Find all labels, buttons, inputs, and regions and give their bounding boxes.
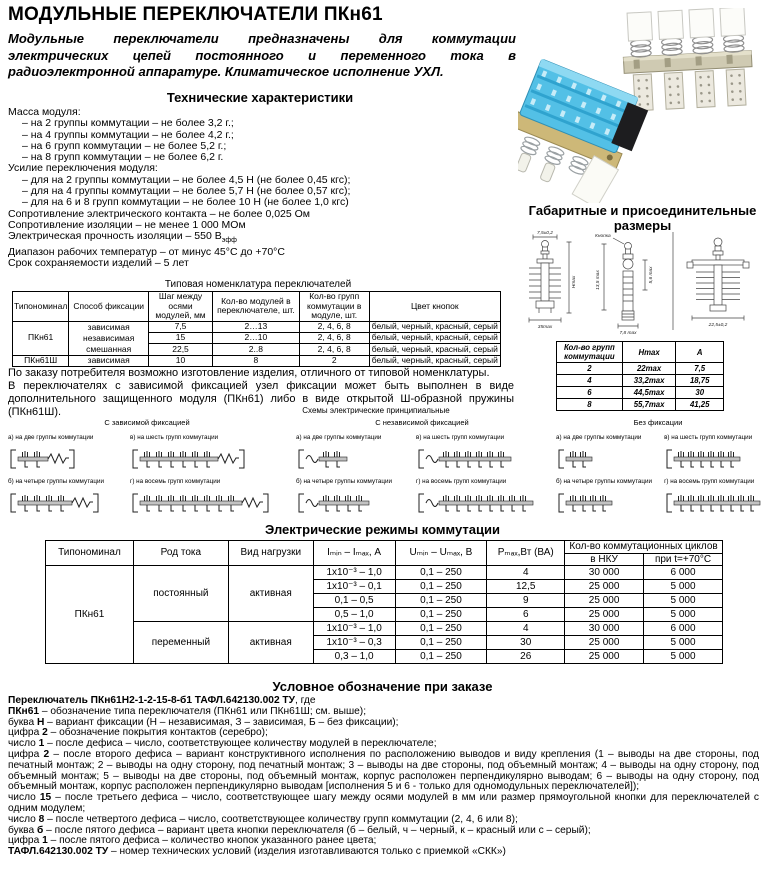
col-header: Вид нагрузки xyxy=(228,541,313,566)
elec-heading: Электрические режимы коммутации xyxy=(265,522,500,537)
scheme-diagram-label: г) на восемь групп коммутации xyxy=(664,478,755,485)
cell: 6 000 xyxy=(644,566,723,580)
tech-line: – для на 2 группы коммутации – не более 4,5 Н (не более 0,45 кгс); xyxy=(22,173,351,186)
cell: 33,2max xyxy=(622,375,676,387)
tech-line: – для на 4 группы коммутации – не более 5,7 Н (не более 0,57 кгс); xyxy=(22,185,351,198)
note-paragraph: В переключателях с зависимой фиксацией узел фиксации может быть выполнен в виде дополнительного защищенного модуля (ПКн61) либо в виде открытой Ш-образной пружины (ПКн61Ш). xyxy=(8,380,514,418)
tech-line: Диапазон рабочих температур – от минус 45°С до +70°С xyxy=(8,245,285,258)
cell: 25 000 xyxy=(565,636,644,650)
scheme-group-nofix xyxy=(556,418,760,518)
scheme-diagram-label: а) на две группы коммутации xyxy=(556,434,642,441)
scheme-diagram-label: в) на шесть групп коммутации xyxy=(664,434,753,441)
cell: 44,5max xyxy=(622,387,676,399)
table-row xyxy=(557,363,724,375)
scheme-diagram xyxy=(664,486,763,518)
tech-line: – на 6 групп коммутации – не более 5,2 г.; xyxy=(22,139,227,152)
svg-text:22,5±0,2: 22,5±0,2 xyxy=(708,323,728,328)
col-header: Iₘᵢₙ – Iₘₐₓ, А xyxy=(313,541,395,566)
svg-text:Кнопка: Кнопка xyxy=(595,234,611,239)
tech-list xyxy=(8,107,520,269)
col-header: А xyxy=(676,342,724,363)
cell: 18,75 xyxy=(676,375,724,387)
scheme-diagram-label: г) на восемь групп коммутации xyxy=(130,478,221,485)
col-header: Кол-во модулей в переключателе, шт. xyxy=(212,292,299,322)
scheme-group-independent xyxy=(296,418,548,518)
scheme-group-dependent xyxy=(8,418,286,518)
cell: 25 000 xyxy=(565,650,644,664)
dimension-drawing-2 xyxy=(592,230,664,336)
scheme-group-title: Без фиксации xyxy=(633,418,683,427)
cell: 0,1 – 250 xyxy=(395,594,487,608)
cell: белый, черный, красный, серый xyxy=(369,344,500,355)
order-line: число 15 – после третьего дефиса – число, соответствующее шагу между осями модулей в мм или размер прямоугольной кнопки для переключателей с одним модулем; xyxy=(8,792,759,814)
tech-line: Сопротивление изоляции – не менее 1 000 МОм xyxy=(8,218,246,231)
scheme-diagram xyxy=(296,442,350,474)
order-line: Переключатель ПКн61Н2-1-2-15-8-б1 ТАФЛ.642130.002 ТУ, где xyxy=(8,695,316,706)
cell: 6 xyxy=(557,387,623,399)
col-header: Кол-во групп коммутации xyxy=(557,342,623,363)
cell: 30 000 xyxy=(565,566,644,580)
cell: 15 xyxy=(149,332,213,343)
cell: 0,1 – 250 xyxy=(395,580,487,594)
cell: 0,5 – 1,0 xyxy=(313,608,395,622)
cell: 2..8 xyxy=(212,344,299,355)
cell: ПКн61 xyxy=(13,321,69,355)
cell: 25 000 xyxy=(565,580,644,594)
product-photo-blue xyxy=(518,48,668,203)
cell: ПКн61 xyxy=(46,566,134,664)
cell: 10 xyxy=(149,355,213,366)
cell: 8 xyxy=(212,355,299,366)
order-line: ПКн61 – обозначение типа переключателя (ПКн61 или ПКн61Ш; см. выше); xyxy=(8,705,367,717)
cell: 2, 4, 6, 8 xyxy=(299,344,369,355)
scheme-group-title: С зависимой фиксацией xyxy=(104,418,190,427)
table-row xyxy=(557,387,724,399)
scheme-diagram-label: а) на две группы коммутации xyxy=(296,434,382,441)
cell: 25 000 xyxy=(565,608,644,622)
table-header-row xyxy=(13,292,501,322)
tech-line: – на 4 группы коммутации – не более 4,2 г.; xyxy=(22,128,234,141)
scheme-diagram-label: в) на шесть групп коммутации xyxy=(130,434,219,441)
order-heading: Условное обозначение при заказе xyxy=(272,679,493,694)
table-header-row xyxy=(46,541,723,554)
cell: 0,1 – 250 xyxy=(395,566,487,580)
cell: переменный xyxy=(133,622,228,664)
scheme-diagram-label: г) на восемь групп коммутации xyxy=(416,478,507,485)
cell: 1х10⁻³ – 0,1 xyxy=(313,580,395,594)
cell: 7,5 xyxy=(149,321,213,332)
cell: 0,3 – 1,0 xyxy=(313,650,395,664)
tech-line: Сопротивление электрического контакта – не более 0,025 Ом xyxy=(8,207,311,220)
col-header: Типономинал xyxy=(46,541,134,566)
order-line: цифра 2 – после второго дефиса – вариант конструктивного исполнения по расположению выводов и виду крепления (1 – выводы на две стороны, под печатный монтаж; 2 – выводы на одну сторону, под печатный монтаж; 3 – выводы на две стороны, под объемный монтаж; 4 – выводы на одну сторону, под объемный монтаж; 5 – выводы на две стороны, под объемный монтаж, корпус расположен перпендикулярно выводам; 6 – выводы на одну сторону, под объемный монтаж, корпус расположен перпендикулярно выводам [исполнения 5 и 6 - только для одномодульных переключателей]); xyxy=(8,748,759,793)
table-row xyxy=(13,321,501,332)
svg-text:7,8 max: 7,8 max xyxy=(619,331,637,336)
scheme-diagram-label: б) на четыре группы коммутации xyxy=(296,478,393,485)
svg-text:5,6 max: 5,6 max xyxy=(649,266,654,284)
svg-text:35max: 35max xyxy=(537,325,553,330)
tech-line: Электрическая прочность изоляции – 550 $В_{эфф}$ xyxy=(8,230,237,245)
scheme-diagram xyxy=(556,486,615,518)
cell: 30 xyxy=(676,387,724,399)
dimension-drawing-3 xyxy=(672,230,760,336)
schemes-caption: Схемы электрические принципиальные xyxy=(302,406,450,415)
table-row xyxy=(557,399,724,411)
cell: 9 xyxy=(487,594,565,608)
cell: 2 xyxy=(299,355,369,366)
cell: 22max xyxy=(622,363,676,375)
cell: 0,1 – 0,5 xyxy=(313,594,395,608)
cell: 6 000 xyxy=(644,622,723,636)
tech-line: – на 8 групп коммутации – не более 6,2 г. xyxy=(22,151,224,164)
tech-line: Масса модуля: xyxy=(8,106,81,118)
cell: 4 xyxy=(557,375,623,387)
scheme-diagram xyxy=(130,442,248,474)
tech-line: – для на 6 и 8 групп коммутации – не более 10 Н (не более 1,0 кгс) xyxy=(22,196,349,209)
scheme-diagram xyxy=(416,486,536,518)
order-line: ТАФЛ.642130.002 ТУ – номер технических условий (изделия изготавливаются только с приемкой «СКК») xyxy=(8,846,506,858)
cell: 7,5 xyxy=(676,363,724,375)
cell: 0,1 – 250 xyxy=(395,650,487,664)
svg-text:13,5 max: 13,5 max xyxy=(596,270,601,290)
cell: ПКн61Ш xyxy=(13,355,69,366)
cell: 5 000 xyxy=(644,608,723,622)
cell: 5 000 xyxy=(644,636,723,650)
cell: 5 000 xyxy=(644,580,723,594)
table-row xyxy=(557,375,724,387)
scheme-diagram xyxy=(556,442,595,474)
tech-heading: Технические характеристики xyxy=(166,90,354,105)
dimensions-table xyxy=(556,341,724,411)
scheme-diagram xyxy=(8,486,102,518)
scheme-diagram xyxy=(130,486,272,518)
col-header: Род тока xyxy=(133,541,228,566)
order-line: цифра 1 – после пятого дефиса – количество кнопок указанного ранее цвета; xyxy=(8,835,377,847)
scheme-diagram-label: а) на две группы коммутации xyxy=(8,434,94,441)
cell: 5 000 xyxy=(644,650,723,664)
cell: 41,25 xyxy=(676,399,724,411)
cell: 4 xyxy=(487,566,565,580)
note-paragraph: По заказу потребителя возможно изготовление изделия, отличного от типовой номенклатуры. xyxy=(8,367,490,379)
col-header: в НКУ xyxy=(565,553,644,566)
tech-line: – на 2 группы коммутации – не более 3,2 г.; xyxy=(22,117,234,130)
col-header: Способ фиксации xyxy=(69,292,149,322)
order-line: буква б – после пятого дефиса – вариант цвета кнопки переключателя (б – белый, ч – черный, к – красный или с – серый); xyxy=(8,824,591,836)
nomenclature-caption: Типовая номенклатура переключателей xyxy=(164,279,352,290)
cell: 4 xyxy=(487,622,565,636)
cell: постоянный xyxy=(133,566,228,622)
order-line: число 8 – после четвертого дефиса – число, соответствующее количеству групп коммутации (2, 4, 6 или 8); xyxy=(8,813,518,825)
cell: 1х10⁻³ – 1,0 xyxy=(313,566,395,580)
col-header: Кол-во коммутационных циклов xyxy=(565,541,723,554)
cell: 12,5 xyxy=(487,580,565,594)
table-row xyxy=(46,566,723,580)
cell: 2…13 xyxy=(212,321,299,332)
scheme-diagram-label: б) на четыре группы коммутации xyxy=(556,478,653,485)
col-header: Шаг между осями модулей, мм xyxy=(149,292,213,322)
table-row xyxy=(46,622,723,636)
scheme-diagram-label: б) на четыре группы коммутации xyxy=(8,478,105,485)
nomenclature-table xyxy=(12,291,501,367)
cell: белый, черный, красный, серый xyxy=(369,355,500,366)
cell: 25 000 xyxy=(565,594,644,608)
col-header: Hmax xyxy=(622,342,676,363)
col-header: Кол-во групп коммутации в модуле, шт. xyxy=(299,292,369,322)
table-header-row xyxy=(557,342,724,363)
scheme-diagram xyxy=(416,442,514,474)
cell: 2, 4, 6, 8 xyxy=(299,321,369,332)
svg-text:7,5±0,2: 7,5±0,2 xyxy=(537,231,553,236)
col-header: Pₘₐₓ,Вт (ВА) xyxy=(487,541,565,566)
col-header: Uₘᵢₙ – Uₘₐₓ, В xyxy=(395,541,487,566)
tech-line: Усилие переключения модуля: xyxy=(8,162,158,175)
cell: 30 000 xyxy=(565,622,644,636)
cell: активная xyxy=(228,566,313,622)
table-row xyxy=(13,355,501,366)
scheme-diagram xyxy=(8,442,78,474)
order-line: цифра 2 – обозначение покрытия контактов (серебро); xyxy=(8,727,268,739)
cell: 8 xyxy=(557,399,623,411)
svg-text:Hmax: Hmax xyxy=(572,275,577,289)
elec-table xyxy=(45,540,723,664)
cell: белый, черный, красный, серый xyxy=(369,332,500,343)
cell: активная xyxy=(228,622,313,664)
cell: 2…10 xyxy=(212,332,299,343)
cell: 0,1 – 250 xyxy=(395,622,487,636)
tech-line: Срок сохраняемости изделий – 5 лет xyxy=(8,256,189,269)
dimensions-heading: Габаритные и присоединительные размеры xyxy=(528,203,757,233)
cell: 26 xyxy=(487,650,565,664)
subscript: эфф xyxy=(221,237,237,245)
col-header: при t=+70°С xyxy=(644,553,723,566)
col-header: Цвет кнопок xyxy=(369,292,500,322)
order-text xyxy=(8,696,759,858)
cell: 1х10⁻³ – 0,3 xyxy=(313,636,395,650)
cell: зависимая xyxy=(69,355,149,366)
order-line: буква Н – вариант фиксации (Н – независимая, З – зависимая, Б – без фиксации); xyxy=(8,716,399,728)
cell: 2 xyxy=(557,363,623,375)
scheme-diagram xyxy=(664,442,743,474)
intro-text: Модульные переключатели предназначены для коммутации электрических цепей постоянного и переменного тока в радиоэлектронной аппаратуре. Климатическое исполнение УХЛ. xyxy=(8,31,516,79)
cell: 0,1 – 250 xyxy=(395,636,487,650)
col-header: Типономинал xyxy=(13,292,69,322)
scheme-group-title: С независимой фиксацией xyxy=(375,418,469,427)
cell: белый, черный, красный, серый xyxy=(369,321,500,332)
scheme-diagram-label: в) на шесть групп коммутации xyxy=(416,434,505,441)
cell: 2, 4, 6, 8 xyxy=(299,332,369,343)
cell: 5 000 xyxy=(644,594,723,608)
cell: 30 xyxy=(487,636,565,650)
scheme-diagram xyxy=(296,486,372,518)
cell: 6 xyxy=(487,608,565,622)
cell: 22,5 xyxy=(149,344,213,355)
dimension-drawing-1 xyxy=(505,230,585,336)
cell: зависимая независимая смешанная xyxy=(69,321,149,355)
page-title: МОДУЛЬНЫЕ ПЕРЕКЛЮЧАТЕЛИ ПКн61 xyxy=(8,4,383,25)
order-line: число 1 – после дефиса – число, соответствующее количеству модулей в переключателе; xyxy=(8,738,437,750)
cell: 55,7max xyxy=(622,399,676,411)
cell: 1х10⁻³ – 1,0 xyxy=(313,622,395,636)
cell: 0,1 – 250 xyxy=(395,608,487,622)
